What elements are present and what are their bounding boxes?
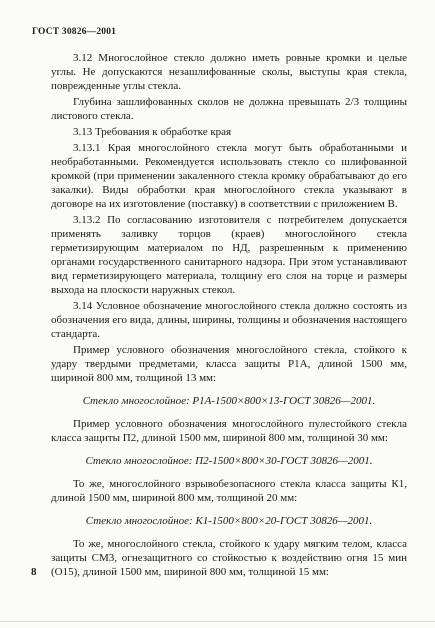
- page-edge-line: [0, 621, 435, 622]
- example-intro-4: То же, многослойного стекла, стойкого к удару мягким телом, класса защиты СМ3, огнезащитного со стойкостью к воздействию огня 15 мин (О15), длиной 1500 мм, шириной 800 мм, толщиной 15 мм:: [51, 538, 407, 578]
- clause-3-13-1: 3.13.1 Края многослойного стекла могут быть обработанными и необработанными. Рекомендуется использовать стекло со шлифованной кромкой (при применении закаленного стекла кромку обрабатывают до его закалки). Виды обработки края многослойного стекла указывают в договоре на их изготовление (поставку) в соответствии с приложением В.: [51, 142, 407, 210]
- clause-3-13-heading: 3.13 Требования к обработке края: [73, 126, 232, 138]
- example-intro-3: То же, многослойного взрывобезопасного стекла класса защиты К1, длиной 1500 мм, шириной 800 мм, толщиной 20 мм:: [51, 478, 407, 504]
- designation-example-2: Стекло многослойное: П2-1500×800×30-ГОСТ 30826—2001.: [85, 455, 373, 467]
- example-intro-1: Пример условного обозначения многослойного стекла, стойкого к удару твердыми предметами, класса защиты Р1А, длиной 1500 мм, шириной 800 мм, толщиной 13 мм:: [51, 344, 407, 384]
- designation-example-1: Стекло многослойное: Р1А-1500×800×13-ГОСТ 30826—2001.: [82, 395, 376, 407]
- designation-example-3: Стекло многослойное: К1-1500×800×20-ГОСТ 30826—2001.: [85, 515, 373, 527]
- clause-3-13-2: 3.13.2 По согласованию изготовителя с потребителем допускается применять заливку торцов (краев) многослойного стекла герметизирующим материалом по НД, разрешенным к применению органами государственного санитарного надзора. При этом устанавливают вид герметизирующего материала, толщину его слоя на торце и размеры выхода на плоскости наружных стекол.: [51, 214, 407, 296]
- clause-3-12: 3.12 Многослойное стекло должно иметь ровные кромки и целые углы. Не допускаются незашлифованные сколы, выступы края стекла, поврежденные углы стекла.: [51, 52, 407, 92]
- document-body: [51, 51, 407, 579]
- example-intro-2: Пример условного обозначения многослойного пулестойкого стекла класса защиты П2, длиной 1500 мм, шириной 800 мм, толщиной 30 мм:: [51, 418, 407, 444]
- standard-header: ГОСТ 30826—2001: [32, 27, 117, 37]
- page-number: 8: [31, 566, 37, 578]
- clause-3-14: 3.14 Условное обозначение многослойного стекла должно состоять из обозначения его вида, длины, ширины, толщины и обозначения настоящего стандарта.: [51, 300, 407, 340]
- paragraph-chip-depth: Глубина зашлифованных сколов не должна превышать 2/3 толщины листового стекла.: [51, 96, 407, 122]
